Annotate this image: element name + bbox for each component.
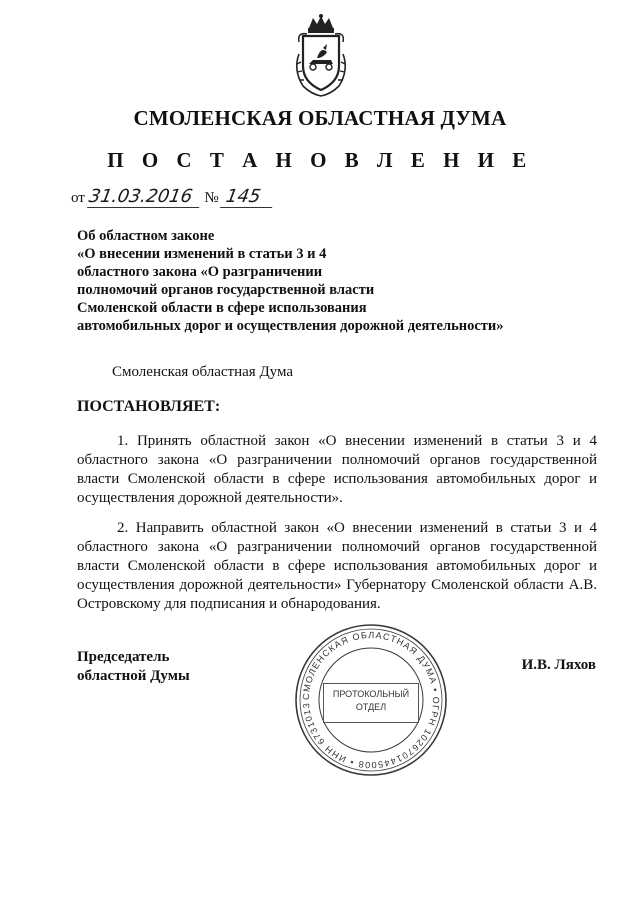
handwritten-number: 145 (220, 186, 276, 208)
subject-line: «О внесении изменений в статьи 3 и 4 (77, 246, 327, 262)
subject-line: Смоленской области в сфере использования (77, 300, 367, 316)
paragraph-1: 1. Принять областной закон «О внесении изменений в статьи 3 и 4 областного закона «О разграничении полномочий органов государственной власти Смоленской области в сфере использования автомобильных дорог и осуществления дорожной деятельности». (77, 433, 597, 506)
subject-line: полномочий органов государственной власти (77, 282, 375, 298)
signatory-title (77, 648, 190, 686)
subject-line: областного закона «О разграничении (77, 264, 323, 280)
number-label: № (204, 190, 219, 206)
paragraph-2: 2. Направить областной закон «О внесении изменений в статьи 3 и 4 областного закона «О разграничении полномочий органов государственной власти Смоленской области в сфере использования автомобильных дорог и осуществления дорожной деятельности» Губернатору Смоленской области А.В. Островскому для подписания и обнародования. (77, 520, 597, 612)
seal-center-line: ОТДЕЛ (355, 702, 387, 712)
seal-center (323, 683, 419, 723)
date-number-line (71, 186, 274, 208)
document-type: П О С Т А Н О В Л Е Н И Е (107, 148, 533, 172)
signatory-name: И.В. Ляхов (521, 657, 596, 673)
subject-line: Об областном законе (77, 228, 215, 244)
seal-center-line: ПРОТОКОЛЬНЫЙ (332, 689, 410, 699)
seal-ring-text: СМОЛЕНСКАЯ ОБЛАСТНАЯ ДУМА • ОГРН 1026701445008 • ИНН 6731013 (300, 629, 442, 771)
organization-title: СМОЛЕНСКАЯ ОБЛАСТНАЯ ДУМА (133, 106, 507, 130)
signatory-title-line: областной Думы (77, 668, 190, 684)
issuing-body: Смоленская областная Дума (112, 364, 294, 380)
subject-line: автомобильных дорог и осуществления дорожной деятельности» (77, 318, 504, 334)
date-from-label: от (71, 190, 85, 206)
handwritten-date: 31.03.2016 (87, 186, 203, 208)
decree-heading: ПОСТАНОВЛЯЕТ: (77, 398, 221, 415)
document-subject (77, 227, 597, 335)
signatory-title-line: Председатель (77, 649, 170, 665)
coat-of-arms-icon (289, 14, 353, 98)
